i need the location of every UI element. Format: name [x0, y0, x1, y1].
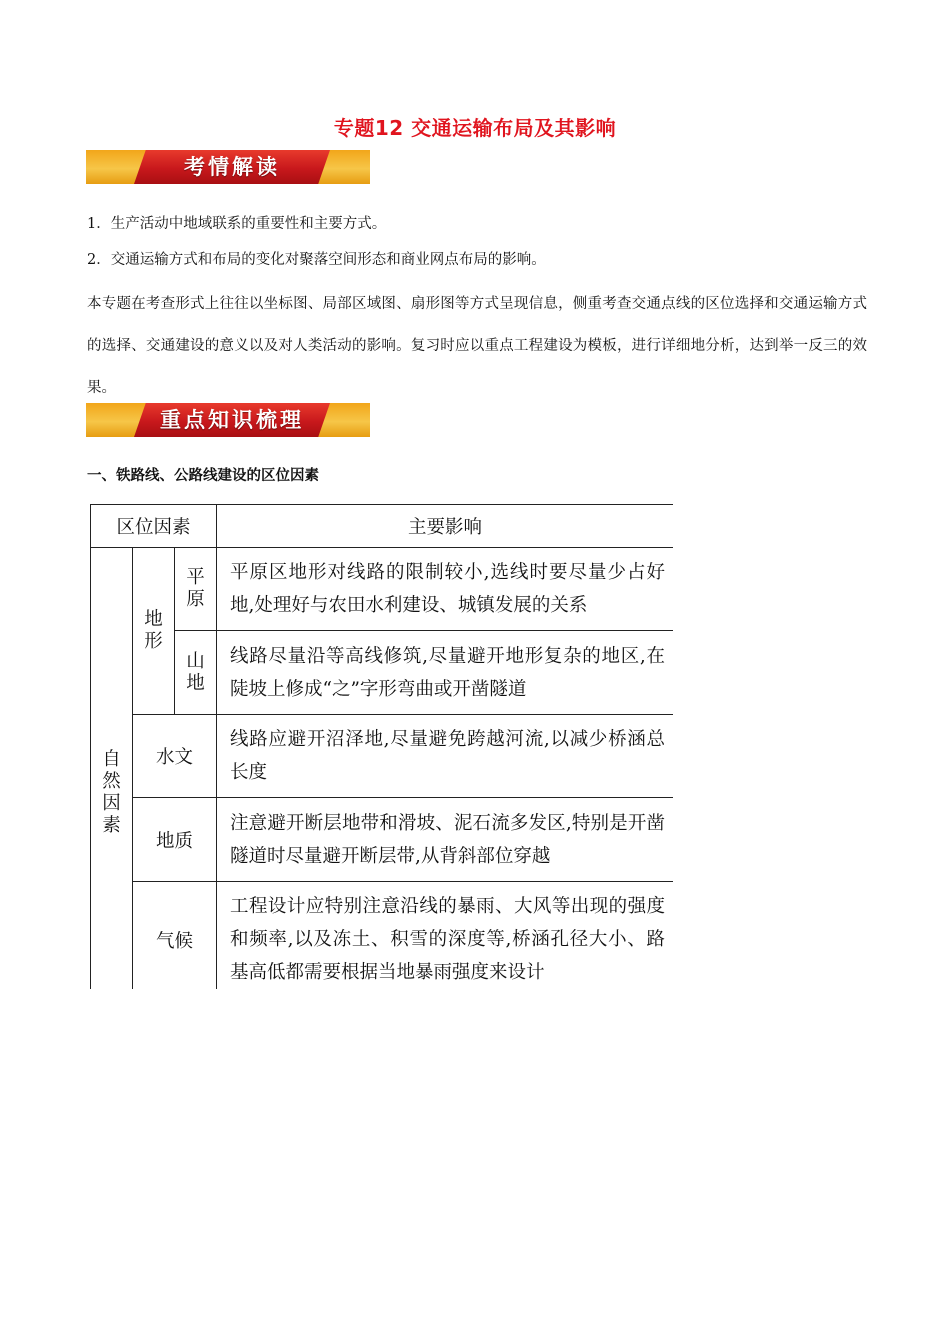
climate-cell: 气候 [133, 882, 217, 990]
banner-label: 重点知识梳理 [160, 408, 304, 432]
table-row [91, 798, 674, 882]
intro-paragraph: 本专题在考查形式上往往以坐标图、局部区域图、扇形图等方式呈现信息，侧重考查交通点线的区位选择和交通运输方式的选择、交通建设的意义以及对人类活动的影响。复习时应以重点工程建设为模板，进行详细地分析，达到举一反三的效果。 [87, 296, 867, 396]
hydrology-cell: 水文 [133, 715, 217, 798]
plain-cell: 平 原 [175, 548, 217, 631]
hydrology-impact: 线路应避开沼泽地,尽量避免跨越河流,以减少桥涵总长度 [217, 715, 673, 798]
geology-cell: 地质 [133, 798, 217, 882]
table-header-row [91, 505, 674, 548]
geology-impact: 注意避开断层地带和滑坡、泥石流多发区,特别是开凿隧道时尽量避开断层带,从背斜部位穿越 [217, 798, 673, 882]
mountain-impact: 线路尽量沿等高线修筑,尽量避开地形复杂的地区,在陡坡上修成“之”字形弯曲或开凿隧道 [217, 631, 673, 715]
location-factors-table [90, 504, 673, 989]
table-row [91, 548, 674, 631]
header-factor: 区位因素 [91, 505, 217, 548]
exam-item-2: 2．交通运输方式和布局的变化对聚落空间形态和商业网点布局的影响。 [87, 252, 546, 268]
header-impact: 主要影响 [217, 505, 673, 548]
terrain-cell: 地 形 [133, 548, 175, 715]
banner-label: 考情解读 [184, 155, 280, 179]
table-row [91, 882, 674, 990]
key-knowledge-banner [86, 403, 370, 437]
natural-factors-cell: 自 然 因 素 [91, 548, 133, 990]
table-row [91, 631, 674, 715]
page-title: 专题12 交通运输布局及其影响 [333, 116, 617, 140]
exam-analysis-banner [86, 150, 370, 184]
exam-item-1: 1．生产活动中地域联系的重要性和主要方式。 [87, 216, 387, 232]
table-row [91, 715, 674, 798]
climate-impact: 工程设计应特别注意沿线的暴雨、大风等出现的强度和频率,以及冻土、积雪的深度等,桥涵孔径大小、路基高低都需要根据当地暴雨强度来设计 [217, 882, 673, 990]
plain-impact: 平原区地形对线路的限制较小,选线时要尽量少占好地,处理好与农田水利建设、城镇发展的关系 [217, 548, 673, 631]
mountain-cell: 山 地 [175, 631, 217, 715]
section-heading: 一、铁路线、公路线建设的区位因素 [87, 468, 319, 484]
